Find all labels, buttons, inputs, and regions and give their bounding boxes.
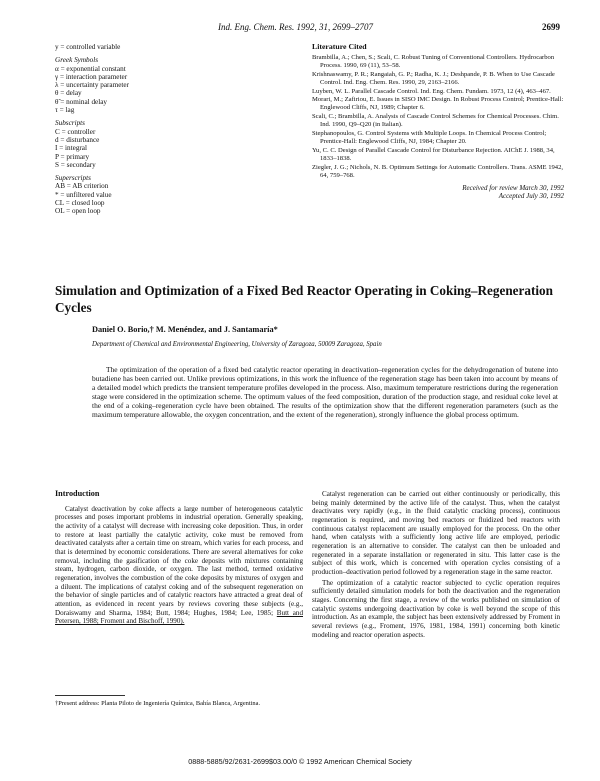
accepted-date: Accepted July 30, 1992	[498, 191, 564, 200]
subscripts-heading: Subscripts	[55, 119, 85, 128]
nomenclature-item: τ = lag	[55, 106, 75, 115]
abstract: The optimization of the operation of a fixed bed catalytic reactor operating in deactivation–regeneration cycles for the dehydrogenation of butene into butadiene has been carried out. Unlike previous optimizations, in this work the influence of the regeneration stage has been taken into account by means of a detailed model which predicts the transient temperature profiles developed in the process. Also, maximum temperature restrictions during the regeneration stage were considered in the optimization scheme. The optimum values of the feed composition, duration of the production stage, and residual coke level at the end of a coking–regeneration cycle have been obtained. The results of the optimization show that the different regeneration parameters (such as the maximum temperature allowable, the oxygen concentration, and the extent of the regeneration), strongly influence the global process optimum.	[92, 365, 558, 420]
nomenclature-item: S = secondary	[55, 160, 96, 169]
superscripts-heading: Superscripts	[55, 174, 91, 183]
right-column	[312, 490, 560, 641]
left-column	[55, 490, 303, 628]
reference-item: Krishnaswamy, P. R.; Rangaiah, G. P.; Radha, K. J.; Deshpande, P. B. When to Use Cascade Control. Ind. Eng. Chem. Res. 1990, 29, 2163–2166.	[312, 70, 555, 86]
copyright-footer: 0888-5885/92/2631-2699$03.00/0 © 1992 American Chemical Society	[188, 757, 412, 766]
nomenclature-item: * = unfiltered value	[55, 190, 112, 199]
footnote-divider	[55, 695, 125, 696]
nomenclature-item: θ = delay	[55, 89, 82, 98]
body-paragraph: The optimization of a catalytic reactor subjected to cyclic operation requires sufficiently detailed simulation models for both the deactivation and the regeneration stages. Concerning the first stage, a review of the works published on simulation of catalytic systems undergoing deactivation by coke is well beyond the scope of this introduction. As an example, the subject has been extensively addressed by Froment in several reviews (e.g., Froment, 1976, 1981, 1984, 1991) concerning both kinetic modeling and reactor operation aspects.	[312, 578, 560, 639]
underlined-citation: Butt and Petersen, 1988; Froment and Bischoff, 1990).	[55, 608, 303, 626]
literature-cited-section	[312, 43, 564, 200]
nomenclature-item: CL = closed loop	[55, 199, 105, 208]
reference-item: Luyben, W. L. Parallel Cascade Control. Ind. Eng. Chem. Fundam. 1973, 12 (4), 463–467.	[312, 87, 551, 95]
running-header	[0, 22, 600, 36]
page-number: 2699	[542, 22, 560, 32]
reference-item: Morari, M.; Zafiriou, E. Issues in SISO IMC Design. In Robust Process Control; Prentice-Hall: Englewood Cliffs, NJ, 1989; Chapter 6.	[312, 96, 564, 112]
article-title: Simulation and Optimization of a Fixed Bed Reactor Operating in Coking–Regeneration Cycles	[55, 283, 553, 315]
author-affiliation: Department of Chemical and Environmental Engineering, University of Zaragoza, 50009 Zaragoza, Spain	[92, 341, 382, 348]
nomenclature-item: α = exponential constant	[55, 64, 126, 73]
nomenclature-item: y = controlled variable	[55, 43, 121, 51]
body-paragraph: Catalyst regeneration can be carried out either continuously or periodically, this being mainly determined by the active life of the catalyst. Thus, when the catalyst deactivates very rapidly (e.g., in the fluid catalytic cracking process), continuous regeneration is required, and moving bed reactors or fluidized bed reactors with continuous catalyst replacement are usually employed for the process. On the other hand, when catalysts with a sufficiently long active life are employed, periodic regeneration is an alternative to consider. The catalyst can then be unloaded and regenerated in a separate installation or regenerated in situ. This latter case is the subject of this work, which is concerned with operation cycles consisting of a production–deactivation period followed by a regeneration stage in the same reactor.	[312, 490, 560, 576]
literature-heading: Literature Cited	[312, 42, 367, 51]
review-dates	[312, 184, 564, 201]
paragraph-text: Catalyst deactivation by coke affects a large number of heterogeneous catalytic processes and poses important problems in industrial operation. Generally speaking, the activity of a catalyst will decrease with increasing coke deposition. Thus, in order to restore at least partially the catalytic activity, coke must be removed from deactivated catalysts after a certain time on stream, which varies for each process, and that is determined by economic considerations. There are several alternatives for coke removal, including the gasification of the coke deposits with mixtures containing steam, hydrogen, carbon dioxide, or oxygen. The last method, termed oxidative regeneration, involves the combustion of the coke deposits by mixtures of oxygen and a diluent. The implications of catalyst coking and of the subsequent regeneration on the behavior of single particles and of catalytic reactors have attracted a great deal of attention, as evidenced in recent years by reviews covering these subjects (e.g., Doraiswamy and Sharma, 1984; Butt, 1984; Hughes, 1984; Lee, 1985;	[55, 504, 303, 617]
nomenclature-item: OL = open loop	[55, 207, 101, 216]
nomenclature-item: I = integral	[55, 144, 87, 153]
reference-item: Ziegler, J. G.; Nichols, N. B. Optimum Settings for Automatic Controllers. Trans. ASME 1942, 64, 759–768.	[312, 163, 564, 179]
introduction-heading: Introduction	[55, 489, 100, 498]
reference-item: Scali, C.; Brambilla, A. Analysis of Cascade Control Schemes for Chemical Processes. Chim. Ind. 1990, Q9–Q20 (in Italian).	[312, 113, 559, 129]
reference-item: Brambilla, A.; Chen, S.; Scali, C. Robust Tuning of Conventional Controllers. Hydrocarbon Process. 1990, 69 (11), 53–58.	[312, 53, 555, 69]
nomenclature-item: C = controller	[55, 127, 96, 136]
footnote: †Present address: Planta Piloto de Ingeniería Química, Bahía Blanca, Argentina.	[55, 700, 261, 707]
nomenclature-item: AB = AB criterion	[55, 182, 109, 191]
journal-citation: Ind. Eng. Chem. Res. 1992, 31, 2699–2707	[218, 22, 373, 32]
nomenclature-item: d = disturbance	[55, 135, 100, 144]
received-date: Received for review March 30, 1992	[462, 183, 564, 192]
nomenclature-item: θ̃ = nominal delay	[55, 97, 108, 106]
reference-item: Yu, C. C. Design of Parallel Cascade Control for Disturbance Rejection. AIChE J. 1988, 34, 1833–1838.	[312, 146, 555, 162]
nomenclature-item: P = primary	[55, 152, 90, 161]
body-paragraph	[55, 505, 303, 626]
nomenclature-item: λ = uncertainty parameter	[55, 81, 129, 90]
article-authors: Daniel O. Borio,† M. Menéndez, and J. Santamaría*	[92, 325, 278, 334]
nomenclature-section	[55, 43, 295, 216]
greek-symbols-heading: Greek Symbols	[55, 56, 99, 65]
nomenclature-item: γ = interaction parameter	[55, 72, 128, 81]
reference-item: Stephanopoulos, G. Control Systems with Multiple Loops. In Chemical Process Control; Prentice-Hall: Englewood Cliffs, NJ, 1984; Chapter 20.	[312, 130, 547, 145]
